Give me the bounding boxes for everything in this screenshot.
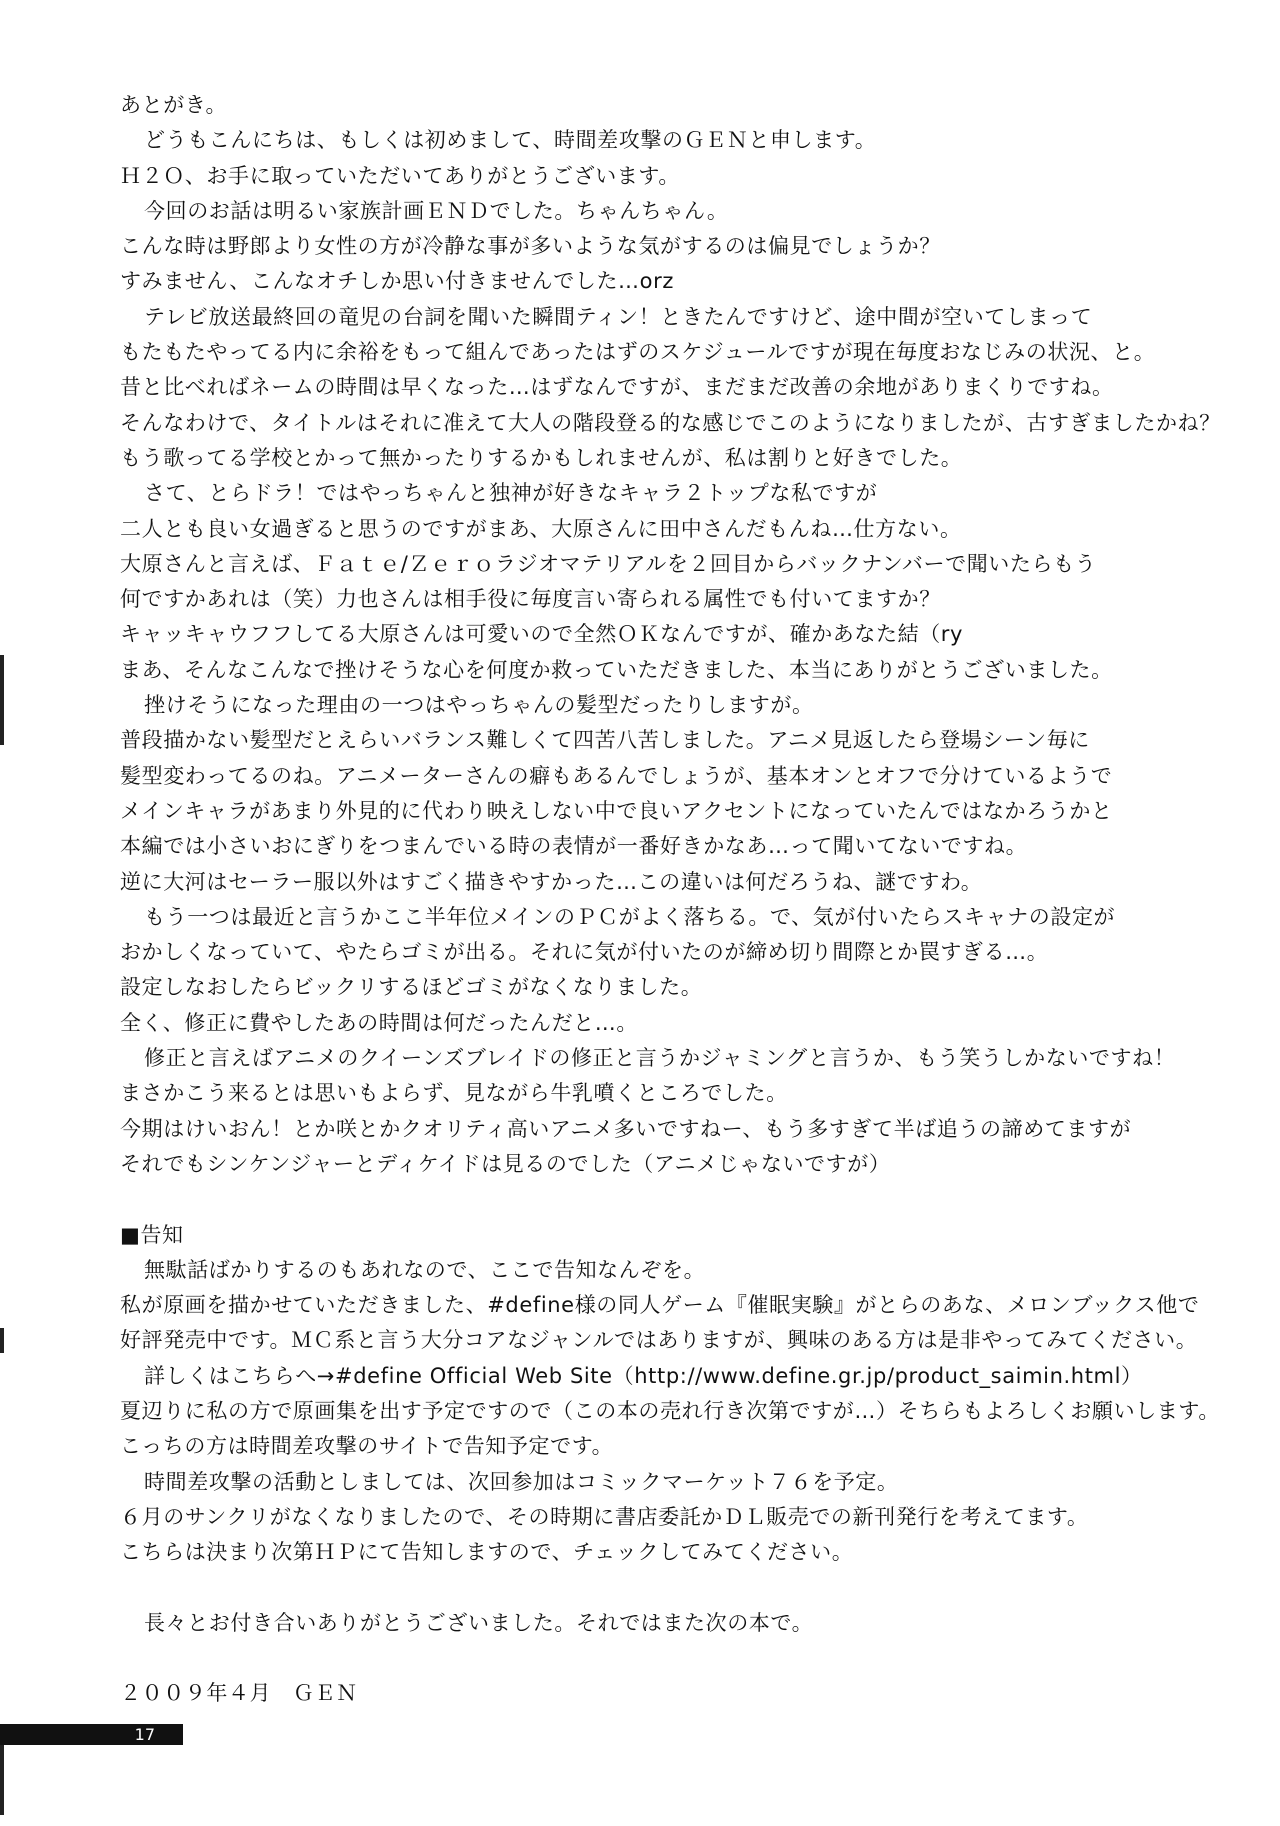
- afterword-line: もう歌ってる学校とかって無かったりするかもしれませんが、私は割りと好きでした。: [120, 445, 963, 470]
- notice-section: [120, 1253, 1220, 1571]
- afterword-line: もたもたやってる内に余裕をもって組んであったはずのスケジュールですが現在毎度おなじみの状況、と。: [120, 340, 1156, 365]
- notice-line: 詳しくはこちらへ→#define Official Web Site（http://www.define.gr.jp/product_saimin.html）: [144, 1363, 1143, 1388]
- afterword-line: メインキャラがあまり外見的に代わり映えしない中で良いアクセントになっていたんではなかろうかと: [120, 798, 1113, 823]
- notice-line: 私が原画を描かせていただきました、#define様の同人ゲーム『催眠実験』がとらのあな、メロンブックス他で: [120, 1293, 1200, 1318]
- afterword-line: どうもこんにちは、もしくは初めまして、時間差攻撃のＧＥＮと申します。: [144, 128, 877, 153]
- page-number-bar: [0, 1724, 183, 1745]
- afterword-line: こんな時は野郎より女性の方が冷静な事が多いような気がするのは偏見でしょうか？: [120, 234, 941, 259]
- afterword-line: 二人とも良い女過ぎると思うのですがまあ、大原さんに田中さんだもんね…仕方ない。: [120, 516, 962, 541]
- afterword-line: それでもシンケンジャーとディケイドは見るのでした（アニメじゃないですが）: [120, 1151, 891, 1176]
- afterword-section: [120, 88, 1220, 1182]
- afterword-line: テレビ放送最終回の竜児の台詞を聞いた瞬間ティン！ときたんですけど、途中間が空いてしまって: [144, 304, 1093, 329]
- afterword-line: おかしくなっていて、やたらゴミが出る。それに気が付いたのが締め切り間際とか罠すぎる…。: [120, 940, 1049, 965]
- notice-line: こちらは決まり次第ＨＰにて告知しますので、チェックしてみてください。: [120, 1540, 854, 1565]
- afterword-line: キャッキャウフフしてる大原さんは可愛いので全然ＯＫなんですが、確かあなた結（ry: [120, 622, 964, 647]
- afterword-line: もう一つは最近と言うかここ半年位メインのＰＣがよく落ちる。で、気が付いたらスキャナの設定が: [144, 904, 1116, 929]
- notice-line: 夏辺りに私の方で原画集を出す予定ですので（この本の売れ行き次第ですが…）そちらもよろしくお願いします。: [120, 1398, 1220, 1423]
- afterword-line: 修正と言えばアニメのクイーンズブレイドの修正と言うかジャミングと言うか、もう笑うしかないですね！: [144, 1046, 1176, 1071]
- afterword-line: そんなわけで、タイトルはそれに准えて大人の階段登る的な感じでこのようになりましたが、古すぎましたかね？: [120, 410, 1221, 435]
- scan-edge-mark: [0, 1328, 4, 1353]
- afterword-line: 昔と比べればネームの時間は早くなった…はずなんですが、まだまだ改善の余地がありまくりですね。: [120, 375, 1114, 400]
- afterword-line: さて、とらドラ！ではやっちゃんと独神が好きなキャラ２トップな私ですが: [144, 481, 878, 506]
- afterword-line: 大原さんと言えば、Ｆａｔｅ/Ｚｅｒｏラジオマテリアルを２回目からバックナンバーで聞いたらもう: [120, 551, 1097, 576]
- afterword-line: 今期はけいおん！とか咲とかクオリティ高いアニメ多いですねー、もう多すぎて半ば追うの諦めてますが: [120, 1116, 1132, 1141]
- afterword-line: Ｈ２Ｏ、お手に取っていただいてありがとうございます。: [120, 163, 680, 188]
- notice-line: ６月のサンクリがなくなりましたので、その時期に書店委託かＤＬ販売での新刊発行を考えてます。: [120, 1504, 1089, 1529]
- scan-edge-mark: [0, 1745, 4, 1815]
- blank-line: [120, 1641, 1220, 1676]
- notice-heading: ■告知: [120, 1222, 184, 1247]
- afterword-line: 何ですかあれは（笑）力也さんは相手役に毎度言い寄られる属性でも付いてますか？: [120, 587, 941, 612]
- closing-line: 長々とお付き合いありがとうございました。それではまた次の本で。: [144, 1610, 814, 1635]
- notice-line: こっちの方は時間差攻撃のサイトで告知予定です。: [120, 1434, 614, 1459]
- page-text: [120, 88, 1220, 1712]
- signature: ２００９年４月 ＧＥＮ: [120, 1681, 358, 1706]
- afterword-line: まさかこう来るとは思いもよらず、見ながら牛乳噴くところでした。: [120, 1081, 788, 1106]
- afterword-line: 普段描かない髪型だとえらいバランス難しくて四苦八苦しました。アニメ見返したら登場シーン毎に: [120, 728, 1090, 753]
- afterword-line: 本編では小さいおにぎりをつまんでいる時の表情が一番好きかなあ…って聞いてないですね。: [120, 834, 1028, 859]
- afterword-line: すみません、こんなオチしか思い付きませんでした…orz: [120, 269, 674, 294]
- afterword-line: 全く、修正に費やしたあの時間は何だったんだと…。: [120, 1010, 638, 1035]
- blank-line: [120, 1570, 1220, 1605]
- afterword-line: あとがき。: [120, 93, 228, 117]
- afterword-line: 挫けそうになった理由の一つはやっちゃんの髪型だったりしますが。: [144, 693, 814, 718]
- page-number: 17: [134, 1725, 155, 1744]
- afterword-line: 今回のお話は明るい家族計画ＥＮＤでした。ちゃんちゃん。: [144, 198, 729, 223]
- notice-line: 無駄話ばかりするのもあれなので、ここで告知なんぞを。: [144, 1257, 706, 1282]
- afterword-line: まあ、そんなこんなで挫けそうな心を何度か救っていただきました、本当にありがとうございました。: [120, 657, 1113, 682]
- afterword-line: 髪型変わってるのね。アニメーターさんの癖もあるんでしょうが、基本オンとオフで分けているようで: [120, 763, 1113, 788]
- afterword-line: 設定しなおしたらビックリするほどゴミがなくなりました。: [120, 975, 703, 1000]
- blank-line: [120, 1182, 1220, 1217]
- scan-edge-mark: [0, 655, 4, 745]
- notice-line: 好評発売中です。ＭＣ系と言う大分コアなジャンルではありますが、興味のある方は是非やってみてください。: [120, 1328, 1198, 1353]
- notice-line: 時間差攻撃の活動としましては、次回参加はコミックマーケット７６を予定。: [144, 1469, 899, 1494]
- afterword-line: 逆に大河はセーラー服以外はすごく描きやすかった…この違いは何だろうね、謎ですわ。: [120, 869, 983, 894]
